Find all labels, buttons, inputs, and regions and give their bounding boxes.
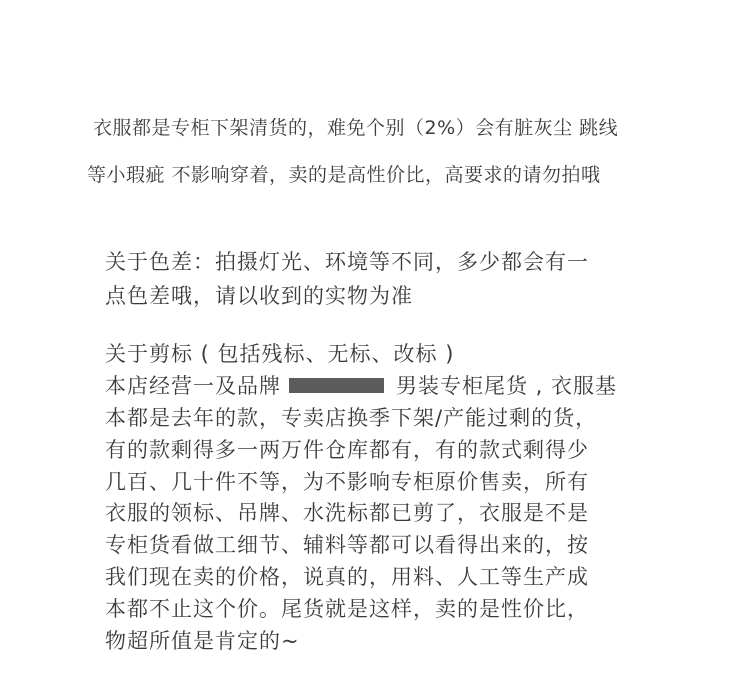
tag-note-line-6: 专柜货看做工细节、辅料等都可以看得出来的，按 (105, 533, 589, 557)
color-note-line-1: 关于色差：拍摄灯光、环境等不同，多少都会有一 (105, 250, 589, 274)
tag-note-line-1-start: 本店经营一及品牌 (105, 374, 281, 398)
tag-note-line-7: 我们现在卖的价格，说真的，用料、人工等生产成 (105, 565, 589, 589)
tag-note-line-1-end: 男装专柜尾货 , 衣服基 (396, 374, 618, 398)
tag-note-line-4: 几百、几十件不等，为不影响专柜原价售卖，所有 (105, 470, 589, 494)
intro-line-2: 等小瑕疵 不影响穿着，卖的是高性价比，高要求的请勿拍哦 (87, 164, 601, 186)
tag-note-line-5: 衣服的领标、吊牌、水洗标都已剪了，衣服是不是 (105, 501, 589, 525)
tag-note-heading: 关于剪标 ( 包括残标、无标、改标 ) (105, 342, 455, 366)
tag-note-line-1 (105, 370, 617, 400)
intro-line-1: 衣服都是专柜下架清货的，难免个别（2%）会有脏灰尘 跳线 (93, 117, 619, 139)
color-note-line-2: 点色差哦，请以收到的实物为准 (105, 284, 413, 308)
tag-note-line-8: 本都不止这个价。尾货就是这样，卖的是性价比， (105, 597, 589, 621)
tag-note-line-9: 物超所值是肯定的~ (105, 629, 300, 653)
tag-note-line-2: 本都是去年的款，专卖店换季下架/产能过剩的货， (105, 406, 598, 430)
tag-note-line-3: 有的款剩得多一两万件仓库都有，有的款式剩得少 (105, 438, 589, 462)
redacted-brand-bar (289, 378, 384, 393)
